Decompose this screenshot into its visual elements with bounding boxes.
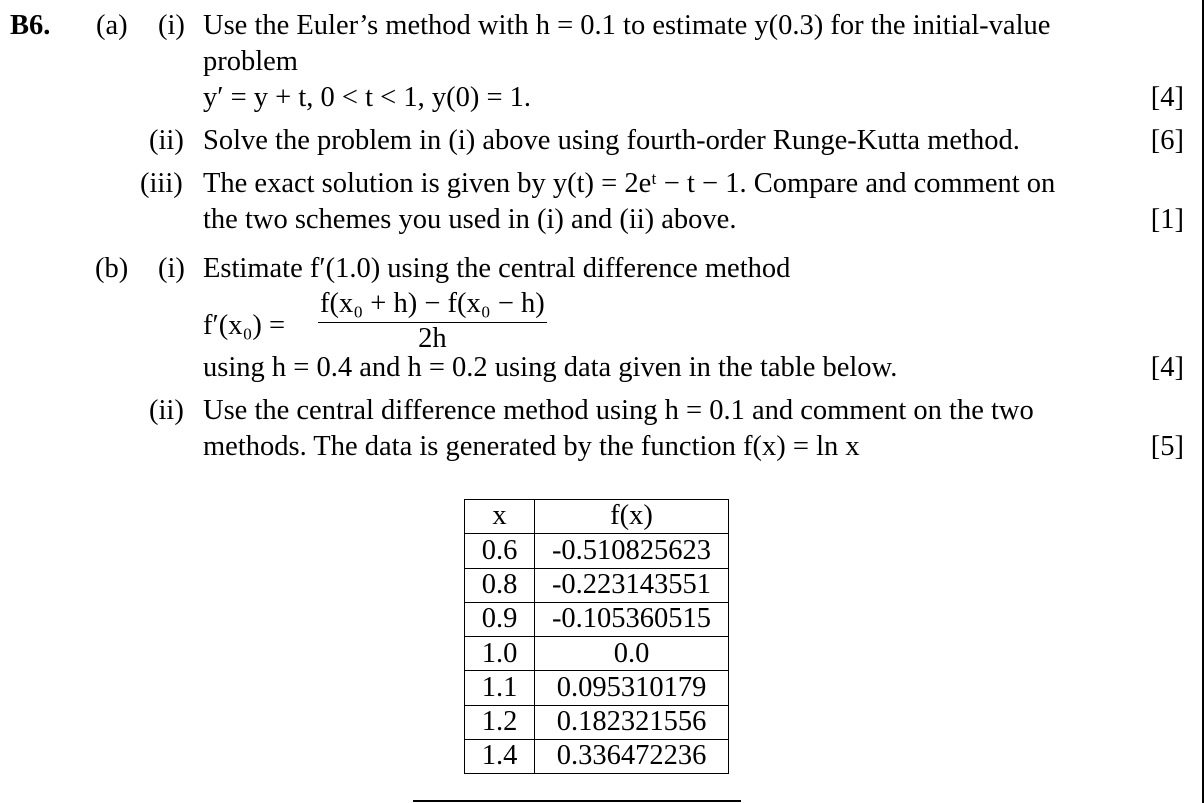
part-b-i-mark: [4] [1150, 352, 1184, 383]
part-b-ii-label: (ii) [149, 395, 184, 426]
table-cell-x: 1.4 [465, 740, 535, 774]
question-number: B6. [10, 10, 51, 41]
table-cell-x: 1.1 [465, 671, 535, 705]
part-a-i-mark: [4] [1150, 82, 1184, 113]
table-cell-x: 1.0 [465, 637, 535, 671]
part-a-i-equation: y′ = y + t, 0 < t < 1, y(0) = 1. [203, 82, 532, 113]
part-a-i-line-1: Use the Euler’s method with h = 0.1 to estimate y(0.3) for the initial-value [203, 10, 1051, 41]
table-cell-x: 0.9 [465, 602, 535, 636]
part-a-ii-label: (ii) [149, 125, 184, 156]
table-cell-fx: -0.510825623 [535, 534, 729, 568]
part-a-iii-mark: [1] [1150, 204, 1184, 235]
table-cell-fx: 0.336472236 [535, 740, 729, 774]
part-b-i-line-3: using h = 0.4 and h = 0.2 using data given in the table below. [203, 352, 898, 383]
table-row [465, 705, 729, 739]
table-row [465, 740, 729, 774]
table-row [465, 568, 729, 602]
table-cell-x: 1.2 [465, 705, 535, 739]
formula-lhs: f′(x₀) = [203, 310, 286, 341]
data-table [464, 499, 729, 774]
part-b-i-label: (i) [158, 253, 185, 284]
part-a-iii-line-1: The exact solution is given by y(t) = 2eᵗ − t − 1. Compare and comment on [203, 168, 1056, 199]
part-a-iii-line-2: the two schemes you used in (i) and (ii) above. [203, 204, 737, 235]
part-b-i-line-1: Estimate f′(1.0) using the central difference method [203, 253, 791, 284]
central-difference-formula [318, 290, 547, 354]
part-a-iii-label: (iii) [140, 168, 183, 199]
table-cell-x: 0.6 [465, 534, 535, 568]
table-cell-fx: 0.095310179 [535, 671, 729, 705]
part-a-i-line-2: problem [203, 46, 298, 77]
table-row [465, 534, 729, 568]
table-header-fx: f(x) [535, 500, 729, 534]
formula-numerator: f(x₀ + h) − f(x₀ − h) [320, 288, 545, 319]
part-a-ii-mark: [6] [1150, 125, 1184, 156]
table-row [465, 602, 729, 636]
part-b-label: (b) [95, 253, 129, 284]
part-a-label: (a) [96, 10, 128, 41]
table-cell-fx: 0.0 [535, 637, 729, 671]
table-header-x: x [465, 500, 535, 534]
table-row [465, 637, 729, 671]
table-row [465, 671, 729, 705]
table-cell-x: 0.8 [465, 568, 535, 602]
formula-denominator: 2h [418, 323, 447, 355]
part-b-ii-line-2: methods. The data is generated by the function f(x) = ln x [203, 431, 860, 462]
bottom-divider-line [413, 800, 741, 802]
table-cell-fx: 0.182321556 [535, 705, 729, 739]
part-a-i-label: (i) [158, 10, 185, 41]
part-b-ii-mark: [5] [1150, 431, 1184, 462]
table-cell-fx: -0.105360515 [535, 602, 729, 636]
table-cell-fx: -0.223143551 [535, 568, 729, 602]
part-b-ii-line-1: Use the central difference method using h = 0.1 and comment on the two [203, 395, 1034, 426]
part-a-ii-line-1: Solve the problem in (i) above using fourth-order Runge-Kutta method. [203, 125, 1020, 156]
table-header-row [465, 500, 729, 534]
